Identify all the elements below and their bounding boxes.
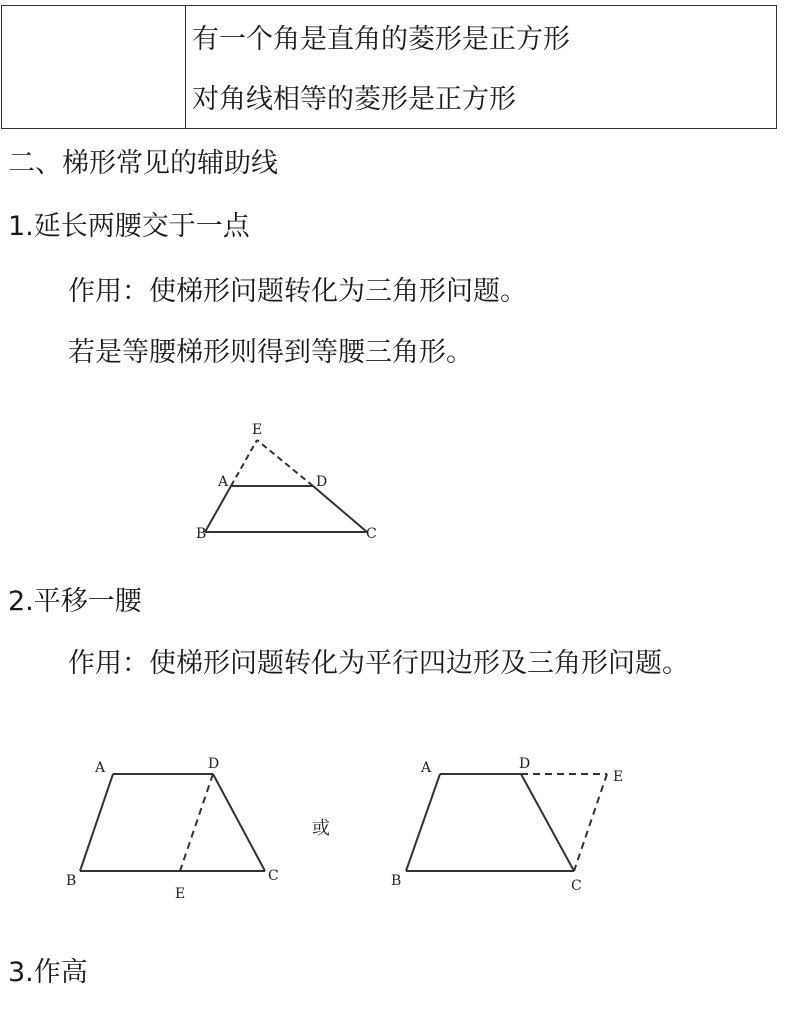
item-2-title: 2.平移一腰 [8,586,142,617]
table-row-1: 有一个角是直角的菱形是正方形 [192,24,570,55]
label-A: A [95,760,106,776]
figure-translate-leg-left [80,774,265,871]
or-label: 或 [312,818,330,839]
item-1-title: 1.延长两腰交于一点 [8,211,250,242]
label-B: B [196,526,207,542]
section-title: 二、梯形常见的辅助线 [8,148,278,179]
label-D: D [208,756,220,772]
label-A: A [421,760,432,776]
label-C: C [268,868,279,884]
label-E: E [252,422,263,438]
label-B: B [391,873,402,889]
label-C: C [571,878,582,894]
item-3-title: 3.作高 [8,957,88,988]
label-D: D [519,756,531,772]
label-B: B [66,873,77,889]
label-E: E [613,769,624,785]
label-D: D [316,474,328,490]
figure-translate-leg-right [406,774,607,871]
table-row-2: 对角线相等的菱形是正方形 [192,84,516,115]
item-2-line-1: 作用：使梯形问题转化为平行四边形及三角形问题。 [68,648,689,679]
label-A: A [218,474,229,490]
item-1-line-1: 作用：使梯形问题转化为三角形问题。 [68,276,527,307]
label-E: E [175,886,186,902]
figure-extend-legs [205,440,367,532]
label-C: C [366,526,377,542]
item-1-line-2: 若是等腰梯形则得到等腰三角形。 [68,337,473,368]
